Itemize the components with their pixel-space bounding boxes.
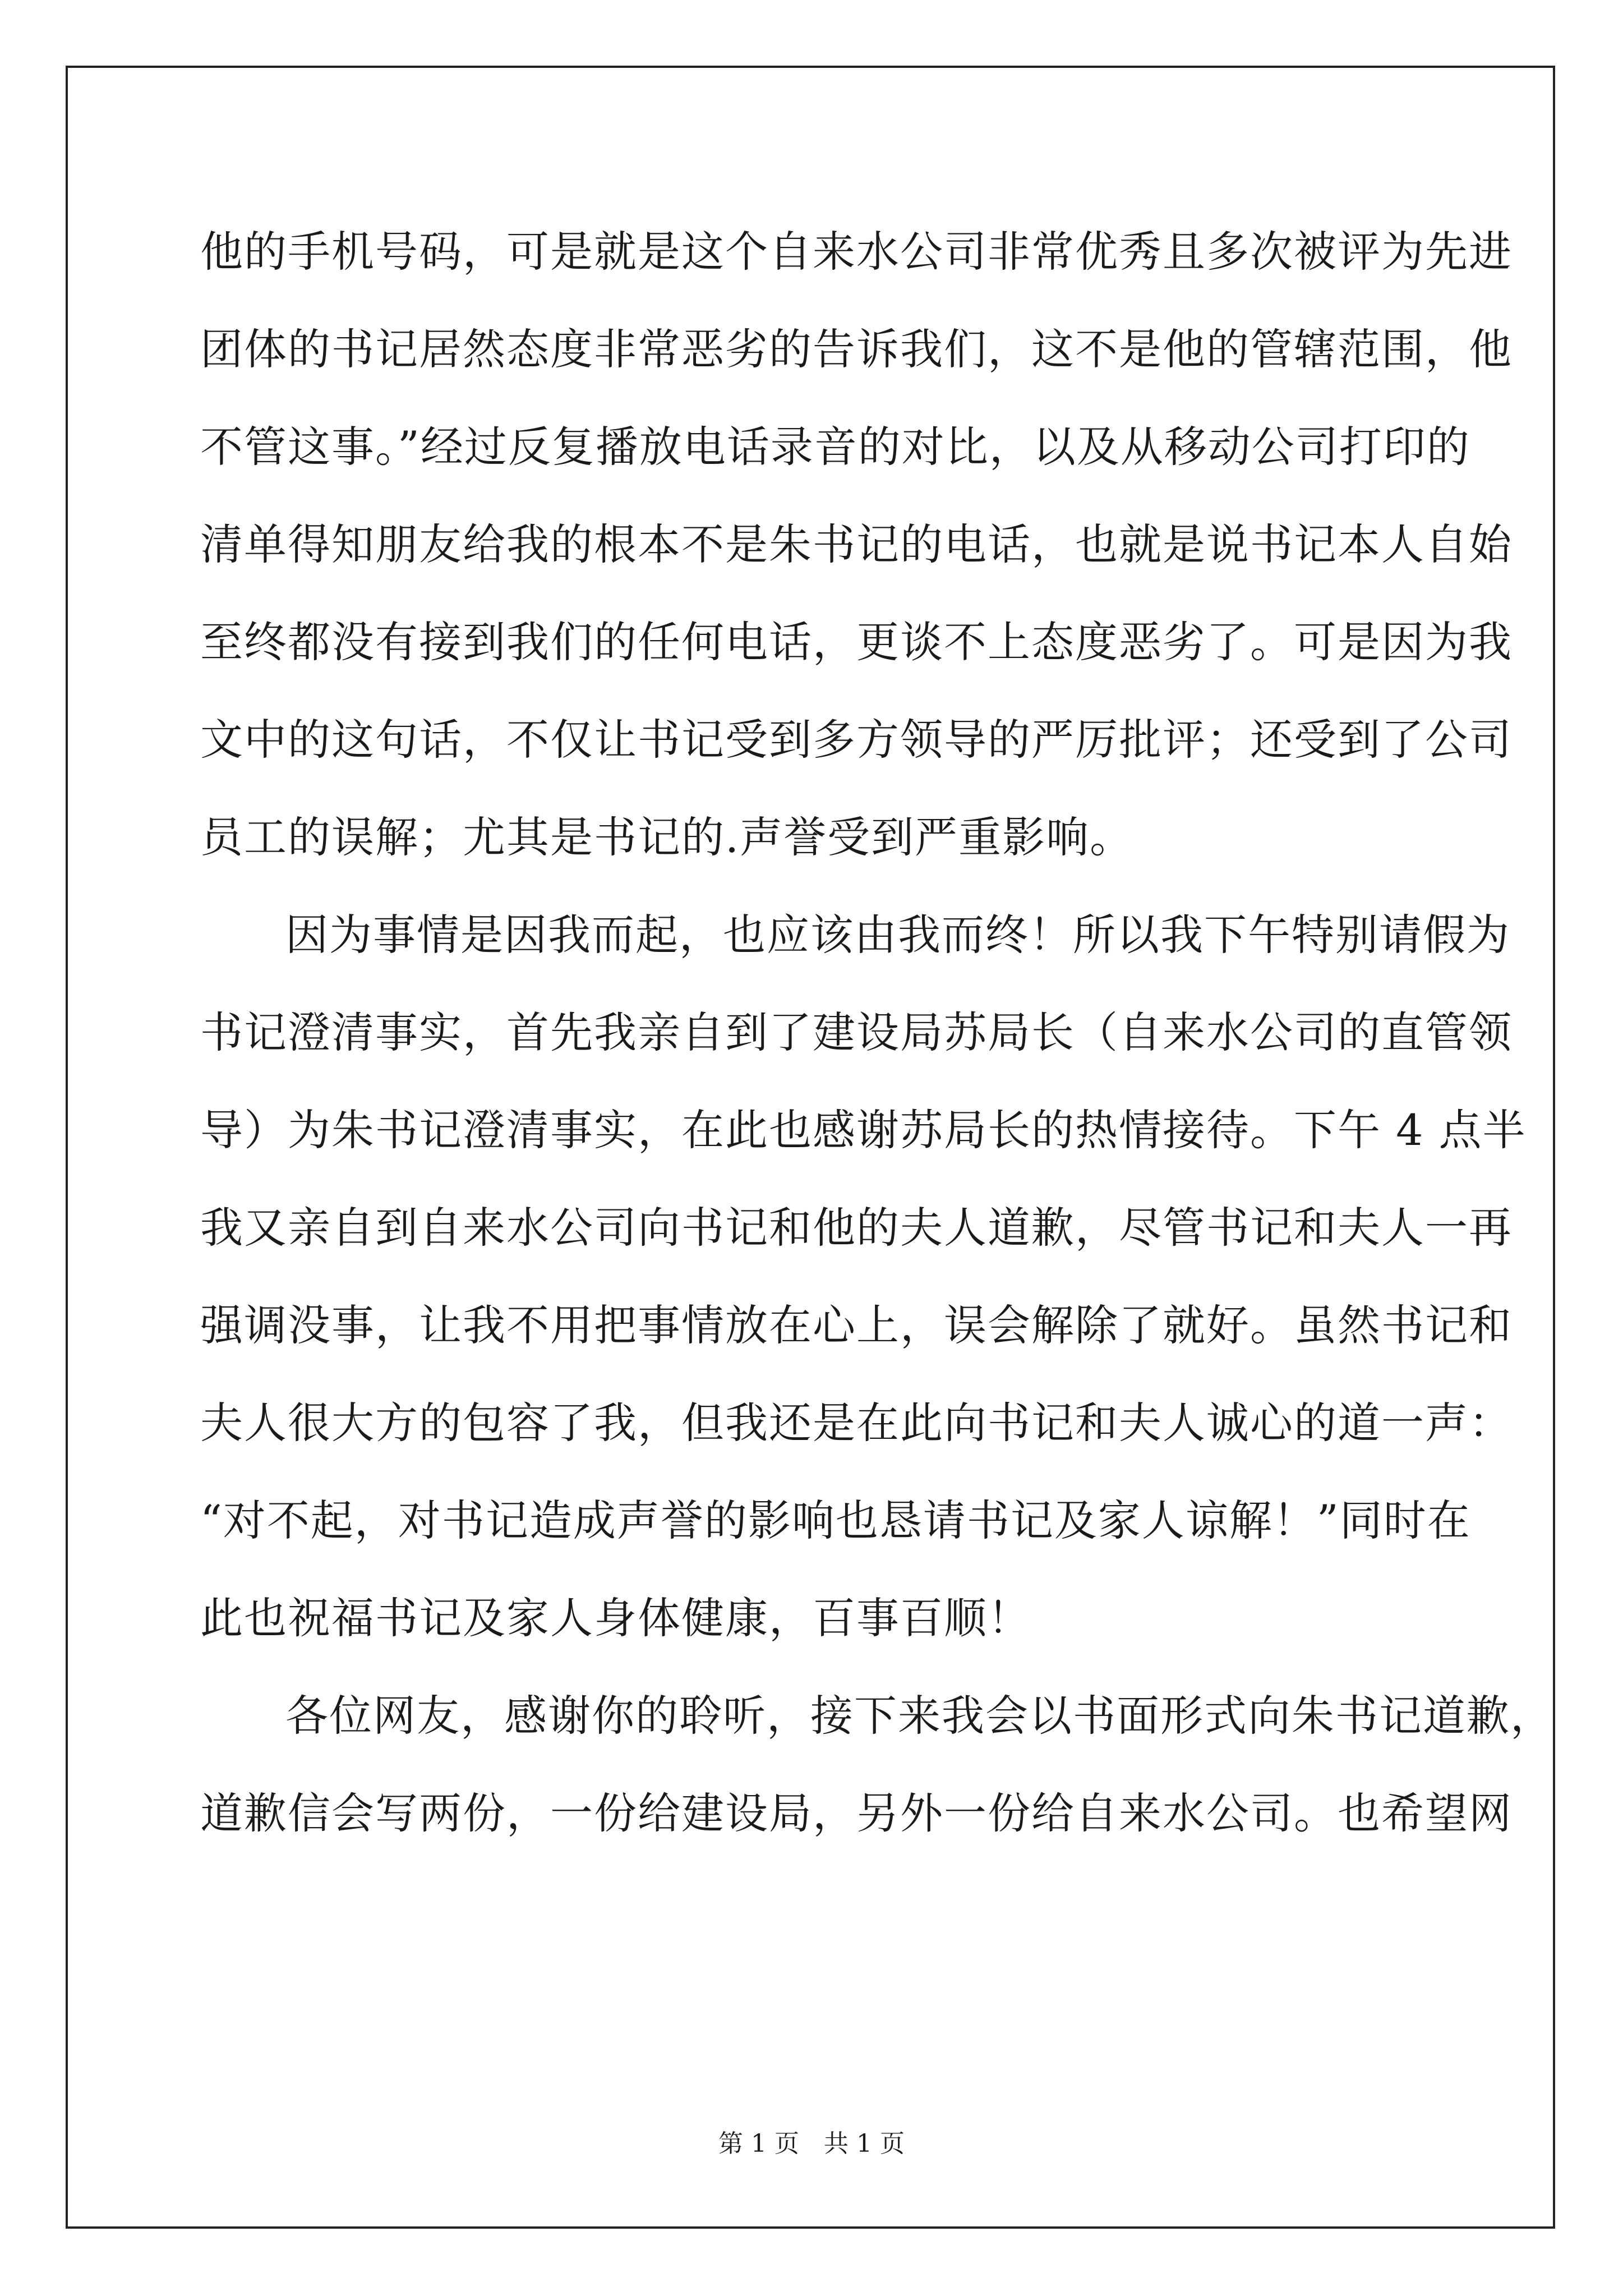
text-line: 强调没事，让我不用把事情放在心上，误会解除了就好。虽然书记和	[200, 1300, 1513, 1350]
document-body	[200, 203, 1554, 1862]
paragraph	[200, 1667, 1554, 1862]
paragraph	[200, 203, 1513, 886]
text-line: 道歉信会写两份，一份给建设局，另外一份给自来水公司。也希望网	[200, 1788, 1513, 1838]
text-line: 夫人很大方的包容了我，但我还是在此向书记和夫人诚心的道一声：	[200, 1398, 1513, 1448]
text-line: 不管这事。”经过反复播放电话录音的对比，以及从移动公司打印的	[200, 422, 1470, 472]
page-footer	[0, 2123, 1623, 2159]
text-line: 各位网友，感谢你的聆听，接下来我会以书面形式向朱书记道歉，	[285, 1691, 1554, 1741]
text-line: 导）为朱书记澄清事实，在此也感谢苏局长的热情接待。下午 4 点半	[200, 1105, 1527, 1155]
text-line: “对不起，对书记造成声誉的影响也恳请书记及家人谅解！”同时在	[200, 1496, 1471, 1545]
text-line: 团体的书记居然态度非常恶劣的告诉我们，这不是他的管辖范围，他	[200, 324, 1513, 374]
text-line: 至终都没有接到我们的任何电话，更谈不上态度恶劣了。可是因为我	[200, 617, 1513, 667]
text-line: 因为事情是因我而起，也应该由我而终！所以我下午特别请假为	[285, 910, 1510, 960]
page-number: 第 1 页	[718, 2129, 799, 2158]
page-total: 共 1 页	[824, 2129, 905, 2158]
paragraph	[200, 886, 1527, 1667]
text-line: 文中的这句话，不仅让书记受到多方领导的严厉批评；还受到了公司	[200, 715, 1513, 765]
text-line: 我又亲自到自来水公司向书记和他的夫人道歉，尽管书记和夫人一再	[200, 1203, 1513, 1253]
text-line: 此也祝福书记及家人身体健康，百事百顺！	[200, 1593, 1031, 1643]
text-line: 书记澄清事实，首先我亲自到了建设局苏局长（自来水公司的直管领	[200, 1007, 1513, 1057]
text-line: 他的手机号码，可是就是这个自来水公司非常优秀且多次被评为先进	[200, 227, 1513, 277]
text-line: 清单得知朋友给我的根本不是朱书记的电话，也就是说书记本人自始	[200, 519, 1513, 569]
text-line: 员工的误解；尤其是书记的.声誉受到严重影响。	[200, 812, 1134, 862]
